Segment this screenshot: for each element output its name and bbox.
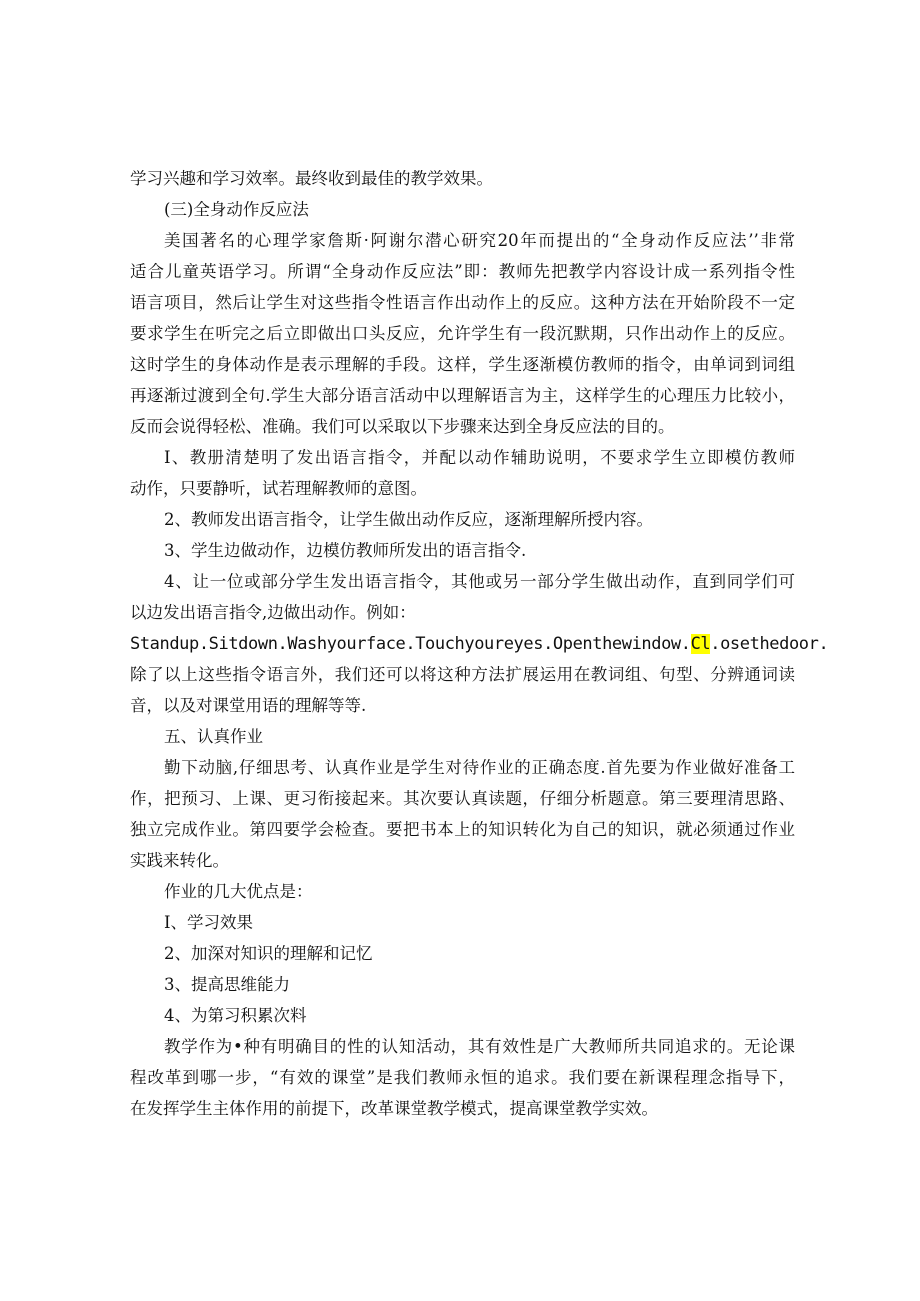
paragraph-line: 勤下动脑,仔细思考、认真作业是学生对待作业的正确态度.首先要为作业做好准备工 (164, 758, 795, 777)
paragraph-line: 作，把预习、上课、更习衔接起来。其次要认真读题，仔细分析题意。第三要理清思路、 (130, 789, 795, 808)
list-item-advantage-3: 3、提高思维能力 (164, 975, 290, 994)
english-command-examples (130, 630, 829, 658)
paragraph-line: 音，以及对课堂用语的理解等等. (130, 696, 367, 715)
paragraph-line: 教学作为•种有明确目的性的认知活动，其有效性是广大教师所共同追求的。无论课 (164, 1037, 795, 1056)
paragraph-line: 美国著名的心理学家詹斯·阿谢尔潜心研究20年而提出的“全身动作反应法’’非常 (164, 231, 795, 250)
paragraph-line: 除了以上这些指令语言外，我们还可以将这种方法扩展运用在教词组、句型、分辨通词读 (130, 665, 795, 684)
command-text: .osethedoor. (710, 634, 829, 654)
list-item-advantage-1: I、学习效果 (164, 913, 254, 932)
list-item-advantage-4: 4、为第习积累次料 (164, 1006, 307, 1025)
paragraph-line: 反而会说得轻松、准确。我们可以采取以下步骤来达到全身反应法的目的。 (130, 417, 675, 436)
paragraph-line: 学习兴趣和学习效率。最终收到最佳的教学效果。 (130, 169, 493, 188)
paragraph-line: 独立完成作业。第四要学会检查。要把书本上的知识转化为自己的知识，就必须通过作业 (130, 820, 795, 839)
paragraph-line: 要求学生在听完之后立即做出口头反应，允许学生有一段沉默期，只作出动作上的反应。 (130, 324, 795, 343)
paragraph-line: 实践来转化。 (130, 851, 229, 870)
paragraph-line: 再逐渐过渡到全句.学生大部分语言活动中以理解语言为主，这样学生的心理压力比较小， (130, 386, 795, 405)
paragraph-line: 在发挥学生主体作用的前提下，改革课堂教学模式，提高课堂教学实效。 (130, 1099, 658, 1118)
paragraph-line: 语言项目，然后让学生对这些指令性语言作出动作上的反应。这种方法在开始阶段不一定 (130, 293, 795, 312)
command-text: Standup.Sitdown.Washyourface.Touchyoureyes.Openthewindow. (130, 634, 691, 654)
paragraph-line: 这时学生的身体动作是表示理解的手段。这样，学生逐渐模仿教师的指令，由单词到词组 (130, 355, 795, 374)
list-item-advantage-2: 2、加深对知识的理解和记忆 (164, 944, 373, 963)
paragraph-line: 程改革到哪一步，“有效的课堂”是我们教师永恒的追求。我们要在新课程理念指导下， (130, 1068, 795, 1087)
list-item-step-2: 2、教师发出语言指令，让学生做出动作反应，逐渐理解所授内容。 (164, 510, 653, 529)
highlighted-text: Cl (690, 634, 711, 654)
section-heading-homework: 五、认真作业 (164, 727, 263, 746)
list-item-step-1: I、教册清楚明了发出语言指令，并配以动作辅助说明，不要求学生立即模仿教师 (164, 448, 795, 467)
list-item-step-4-cont: 以边发出语言指令,边做出动作。例如： (130, 603, 416, 622)
list-heading-advantages: 作业的几大优点是： (164, 882, 313, 901)
section-heading-total-physical-response: (三)全身动作反应法 (164, 200, 309, 219)
list-item-step-3: 3、学生边做动作，边模仿教师所发出的语言指令. (164, 541, 527, 560)
list-item-step-1-cont: 动作，只要静听，试若理解教师的意图。 (130, 479, 427, 498)
paragraph-line: 适合儿童英语学习。所谓“全身动作反应法”即：教师先把教学内容设计成一系列指令性 (130, 262, 795, 281)
list-item-step-4: 4、让一位或部分学生发出语言指令，其他或另一部分学生做出动作，直到同学们可 (164, 572, 795, 591)
